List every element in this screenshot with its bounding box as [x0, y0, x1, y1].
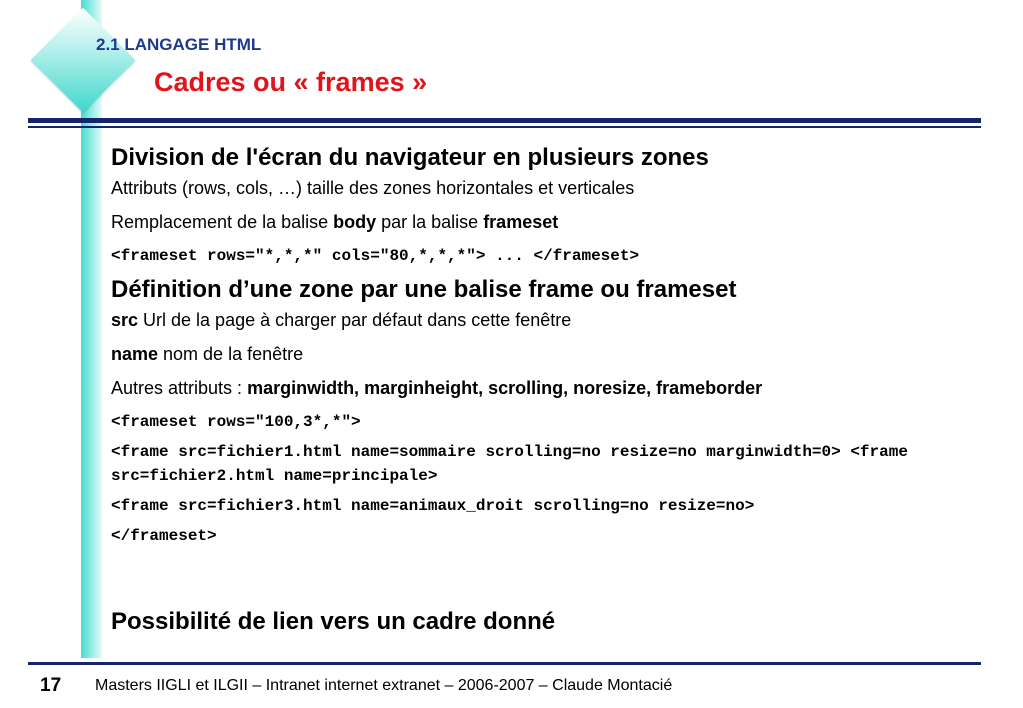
keyword-src: src	[111, 310, 139, 330]
text-name	[111, 342, 981, 376]
bottom-rule	[28, 662, 981, 665]
text-src	[111, 308, 981, 342]
code-frame-3: <frame src=fichier3.html name=animaux_droit scrolling=no resize=no>	[111, 497, 755, 515]
keyword-name: name	[111, 344, 159, 364]
heading-definition: Définition d’une zone par une balise frame ou frameset	[111, 276, 737, 303]
code-frameset-example: <frameset rows="*,*,*" cols="80,*,*,*"> ... </frameset>	[111, 247, 640, 265]
code-frames-1-2: <frame src=fichier1.html name=sommaire scrolling=no resize=no marginwidth=0> <frame src=fichier2.html name=principale>	[111, 443, 908, 485]
text-replacement	[111, 210, 981, 244]
text-replacement-a: Remplacement de la balise	[111, 212, 334, 232]
top-rule-thin	[28, 126, 981, 128]
heading-link-target: Possibilité de lien vers un cadre donné	[111, 608, 556, 635]
footer-text: Masters IIGLI et ILGII – Intranet internet extranet – 2006-2007 – Claude Montacié	[95, 677, 673, 694]
text-replacement-c: par la balise	[376, 212, 484, 232]
slide-title: Cadres ou « frames »	[154, 67, 428, 97]
diamond-shape	[31, 8, 136, 113]
text-other-attributes-label: Autres attributs :	[111, 378, 248, 398]
other-attributes-list: marginwidth, marginheight, scrolling, noresize, frameborder	[247, 378, 763, 398]
text-attributes: Attributs (rows, cols, …) taille des zones horizontales et verticales	[111, 178, 635, 198]
text-name-desc: nom de la fenêtre	[158, 344, 304, 364]
keyword-body: body	[333, 212, 377, 232]
top-rule-thick	[28, 118, 981, 123]
code-frameset-close: </frameset>	[111, 527, 217, 545]
spacer	[111, 554, 981, 606]
text-other-attributes	[111, 376, 981, 410]
code-frameset-rows: <frameset rows="100,3*,*">	[111, 413, 361, 431]
diamond-logo	[28, 5, 138, 115]
section-label: 2.1 LANGAGE HTML	[96, 35, 262, 54]
text-src-desc: Url de la page à charger par défaut dans cette fenêtre	[138, 310, 572, 330]
page-number: 17	[40, 675, 62, 696]
keyword-frameset: frameset	[483, 212, 559, 232]
heading-division: Division de l'écran du navigateur en plusieurs zones	[111, 144, 709, 171]
slide-content	[111, 142, 981, 640]
